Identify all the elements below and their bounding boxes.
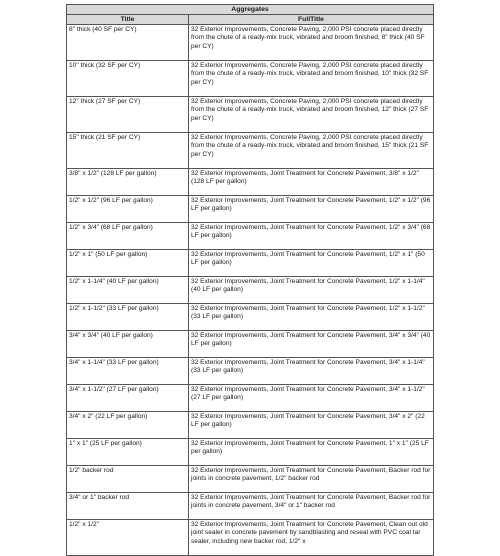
- title-cell: 1/2" backer rod: [67, 466, 189, 493]
- fulltitle-cell: 32 Exterior Improvements, Joint Treatment for Concrete Pavement, 1" x 1" (25 LF per gallon): [189, 439, 434, 466]
- fulltitle-cell: 32 Exterior Improvements, Concrete Paving, 2,000 PSI concrete placed directly from the chute of a ready-mix truck, vibrated and broom finished, 8" thick (40 SF per CY): [189, 25, 434, 61]
- fulltitle-cell: 32 Exterior Improvements, Concrete Paving, 2,000 PSI concrete placed directly from the chute of a ready-mix truck, vibrated and broom finished, 10" thick (32 SF per CY): [189, 61, 434, 97]
- title-cell: 15" thick (21 SF per CY): [67, 133, 189, 169]
- table-row: [67, 250, 434, 277]
- table-row: [67, 277, 434, 304]
- fulltitle-cell: 32 Exterior Improvements, Joint Treatment for Concrete Pavement, 1/2" x 1-1/2" (33 LF per gallon): [189, 304, 434, 331]
- title-cell: 1/2" x 1-1/4" (40 LF per gallon): [67, 277, 189, 304]
- table-row: [67, 223, 434, 250]
- title-cell: 3/4" or 1" backer rod: [67, 493, 189, 520]
- title-cell: 12" thick (27 SF per CY): [67, 97, 189, 133]
- title-cell: 1/2" x 3/4" (68 LF per gallon): [67, 223, 189, 250]
- title-cell: 10" thick (32 SF per CY): [67, 61, 189, 97]
- table-row: [67, 61, 434, 97]
- table-row: [67, 169, 434, 196]
- title-cell: 1/2" x 1/2" (96 LF per gallon): [67, 196, 189, 223]
- fulltitle-cell: 32 Exterior Improvements, Concrete Paving, 2,000 PSI concrete placed directly from the chute of a ready-mix truck, vibrated and broom finished, 12" thick (27 SF per CY): [189, 97, 434, 133]
- aggregates-table: [66, 4, 434, 556]
- title-cell: 8" thick (40 SF per CY): [67, 25, 189, 61]
- table-row: [67, 358, 434, 385]
- table-row: [67, 304, 434, 331]
- title-cell: 1/2" x 1-1/2" (33 LF per gallon): [67, 304, 189, 331]
- column-header-fulltitle: FullTitle: [189, 15, 434, 25]
- table-row: [67, 25, 434, 61]
- table-row: [67, 133, 434, 169]
- fulltitle-cell: 32 Exterior Improvements, Joint Treatment for Concrete Pavement, Clean out old joint sealer in concrete pavement by sandblasting and reseal with PVC coal tar sealer, including new backer rod, 1/2" x: [189, 520, 434, 556]
- title-cell: 3/4" x 2" (22 LF per gallon): [67, 412, 189, 439]
- table-row: [67, 97, 434, 133]
- table-row: [67, 493, 434, 520]
- table-header-row: [67, 15, 434, 25]
- title-cell: 1/2" x 1" (50 LF per gallon): [67, 250, 189, 277]
- title-cell: 3/4" x 1-1/2" (27 LF per gallon): [67, 385, 189, 412]
- fulltitle-cell: 32 Exterior Improvements, Joint Treatment for Concrete Pavement, 3/4" x 3/4" (40 LF per gallon): [189, 331, 434, 358]
- table-row: [67, 439, 434, 466]
- table-row: [67, 520, 434, 556]
- table-row: [67, 331, 434, 358]
- fulltitle-cell: 32 Exterior Improvements, Joint Treatment for Concrete Pavement, Backer rod for joints in concrete pavement, 1/2" backer rod: [189, 466, 434, 493]
- table-row: [67, 196, 434, 223]
- fulltitle-cell: 32 Exterior Improvements, Joint Treatment for Concrete Pavement, 1/2" x 1" (50 LF per gallon): [189, 250, 434, 277]
- table-row: [67, 466, 434, 493]
- fulltitle-cell: 32 Exterior Improvements, Joint Treatment for Concrete Pavement, 1/2" x 1-1/4" (40 LF per gallon): [189, 277, 434, 304]
- title-cell: 1/2" x 1/2": [67, 520, 189, 556]
- fulltitle-cell: 32 Exterior Improvements, Concrete Paving, 2,000 PSI concrete placed directly from the chute of a ready-mix truck, vibrated and broom finished, 15" thick (21 SF per CY): [189, 133, 434, 169]
- fulltitle-cell: 32 Exterior Improvements, Joint Treatment for Concrete Pavement, 3/8" x 1/2" (128 LF per gallon): [189, 169, 434, 196]
- title-cell: 3/4" x 3/4" (40 LF per gallon): [67, 331, 189, 358]
- title-cell: 3/4" x 1-1/4" (33 LF per gallon): [67, 358, 189, 385]
- fulltitle-cell: 32 Exterior Improvements, Joint Treatment for Concrete Pavement, 1/2" x 1/2" (96 LF per gallon): [189, 196, 434, 223]
- fulltitle-cell: 32 Exterior Improvements, Joint Treatment for Concrete Pavement, 3/4" x 1-1/4" (33 LF per gallon): [189, 358, 434, 385]
- table-caption-row: [67, 5, 434, 15]
- fulltitle-cell: 32 Exterior Improvements, Joint Treatment for Concrete Pavement, 3/4" x 2" (22 LF per gallon): [189, 412, 434, 439]
- column-header-title: Title: [67, 15, 189, 25]
- table-row: [67, 412, 434, 439]
- table-row: [67, 385, 434, 412]
- table-title: Aggregates: [67, 5, 434, 15]
- title-cell: 1" x 1" (25 LF per gallon): [67, 439, 189, 466]
- title-cell: 3/8" x 1/2" (128 LF per gallon): [67, 169, 189, 196]
- fulltitle-cell: 32 Exterior Improvements, Joint Treatment for Concrete Pavement, Backer rod for joints in concrete pavement, 3/4" or 1" backer rod: [189, 493, 434, 520]
- fulltitle-cell: 32 Exterior Improvements, Joint Treatment for Concrete Pavement, 3/4" x 1-1/2" (27 LF per gallon): [189, 385, 434, 412]
- fulltitle-cell: 32 Exterior Improvements, Joint Treatment for Concrete Pavement, 1/2" x 3/4" (68 LF per gallon): [189, 223, 434, 250]
